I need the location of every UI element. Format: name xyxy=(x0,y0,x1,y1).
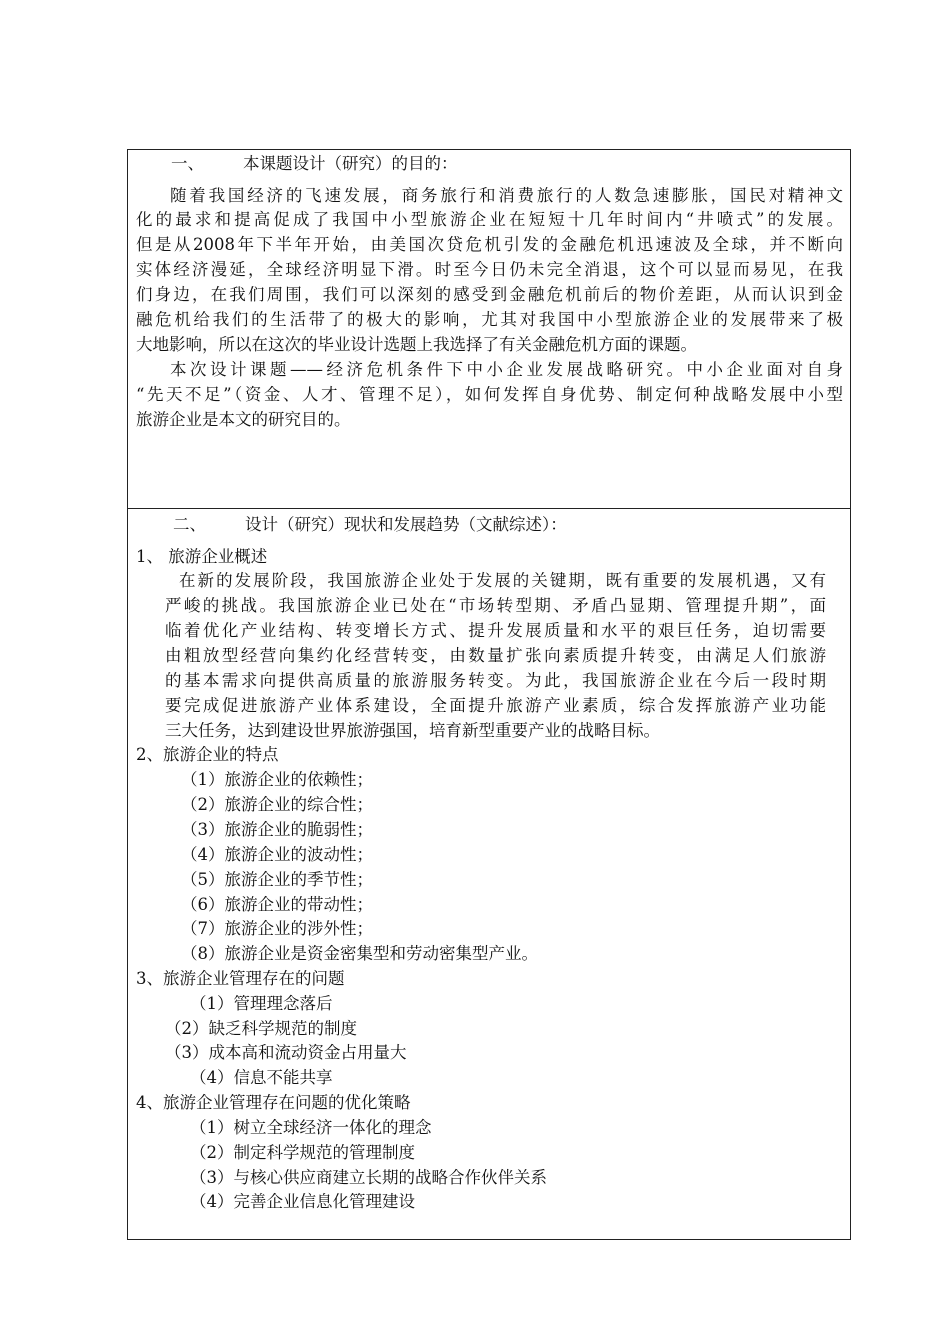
document-table xyxy=(127,149,851,1240)
section-title: 设计（研究）现状和发展趋势（文献综述）： xyxy=(245,515,567,534)
paragraph-line: 三大任务，达到建设世界旅游强国，培育新型重要产业的战略目标。 xyxy=(165,721,660,740)
section-number: 二、 xyxy=(173,515,206,534)
paragraph-line: 严峻的挑战。我国旅游企业已处在“市场转型期、矛盾凸显期、管理提升期”，面 xyxy=(165,596,826,615)
paragraph-line: 临着优化产业结构、转变增长方式、提升发展质量和水平的艰巨任务，迫切需要 xyxy=(165,621,826,640)
paragraph-line: 在新的发展阶段，我国旅游企业处于发展的关键期，既有重要的发展机遇，又有 xyxy=(179,571,826,590)
list-item: （4）信息不能共享 xyxy=(190,1068,333,1087)
list-item: （3）旅游企业的脆弱性； xyxy=(181,820,373,839)
paragraph-line: 但是从2008年下半年开始，由美国次贷危机引发的金融危机迅速波及全球，并不断向 xyxy=(136,235,843,254)
paragraph-line: 本次设计课题——经济危机条件下中小企业发展战略研究。中小企业面对自身 xyxy=(170,360,843,379)
list-item: （2）缺乏科学规范的制度 xyxy=(165,1019,357,1038)
list-item: （3）成本高和流动资金占用量大 xyxy=(165,1043,407,1062)
paragraph-line: 大地影响，所以在这次的毕业设计选题上我选择了有关金融危机方面的课题。 xyxy=(136,335,697,354)
paragraph-line: 的基本需求向提供高质量的旅游服务转变。为此，我国旅游企业在今后一段时期 xyxy=(165,671,826,690)
paragraph-line: 们身边，在我们周围，我们可以深刻的感受到金融危机前后的物价差距，从而认识到金 xyxy=(136,285,843,304)
paragraph-line: 化的最求和提高促成了我国中小型旅游企业在短短十几年时间内“井喷式”的发展。 xyxy=(136,210,843,229)
paragraph-line: 要完成促进旅游产业体系建设，全面提升旅游产业素质，综合发挥旅游产业功能 xyxy=(165,696,826,715)
subsection-title: 2、旅游企业的特点 xyxy=(136,745,279,764)
paragraph-line: 旅游企业是本文的研究目的。 xyxy=(136,410,351,429)
list-item: （1）树立全球经济一体化的理念 xyxy=(190,1118,432,1137)
subsection-title: 4、旅游企业管理存在问题的优化策略 xyxy=(136,1093,411,1112)
list-item: （7）旅游企业的涉外性； xyxy=(181,919,373,938)
paragraph-line: 融危机给我们的生活带了的极大的影响，尤其对我国中小型旅游企业的发展带来了极 xyxy=(136,310,843,329)
subsection-title: 1、 旅游企业概述 xyxy=(136,547,268,566)
section-number: 一、 xyxy=(171,154,204,173)
list-item: （2）旅游企业的综合性； xyxy=(181,795,373,814)
list-item: （6）旅游企业的带动性； xyxy=(181,895,373,914)
paragraph-line: “先天不足”（资金、人才、管理不足），如何发挥自身优势、制定何种战略发展中小型 xyxy=(136,385,843,404)
subsection-title: 3、旅游企业管理存在的问题 xyxy=(136,969,345,988)
list-item: （4）旅游企业的波动性； xyxy=(181,845,373,864)
section-heading-status xyxy=(173,513,567,537)
list-item: （1）管理理念落后 xyxy=(190,994,333,1013)
section-title: 本课题设计（研究）的目的： xyxy=(243,154,458,173)
paragraph-line: 由粗放型经营向集约化经营转变，由数量扩张向素质提升转变，由满足人们旅游 xyxy=(165,646,826,665)
list-item: （3）与核心供应商建立长期的战略合作伙伴关系 xyxy=(190,1168,547,1187)
section-heading-purpose xyxy=(171,152,458,176)
section-status-cell xyxy=(128,509,850,1239)
paragraph-line: 随着我国经济的飞速发展，商务旅行和消费旅行的人数急速膨胀，国民对精神文 xyxy=(170,186,843,205)
section-purpose-cell xyxy=(128,150,850,509)
list-item: （5）旅游企业的季节性； xyxy=(181,870,373,889)
list-item: （8）旅游企业是资金密集型和劳动密集型产业。 xyxy=(181,944,538,963)
list-item: （1）旅游企业的依赖性； xyxy=(181,770,373,789)
list-item: （4）完善企业信息化管理建设 xyxy=(190,1192,415,1211)
list-item: （2）制定科学规范的管理制度 xyxy=(190,1143,415,1162)
paragraph-line: 实体经济漫延，全球经济明显下滑。时至今日仍未完全消退，这个可以显而易见，在我 xyxy=(136,260,843,279)
